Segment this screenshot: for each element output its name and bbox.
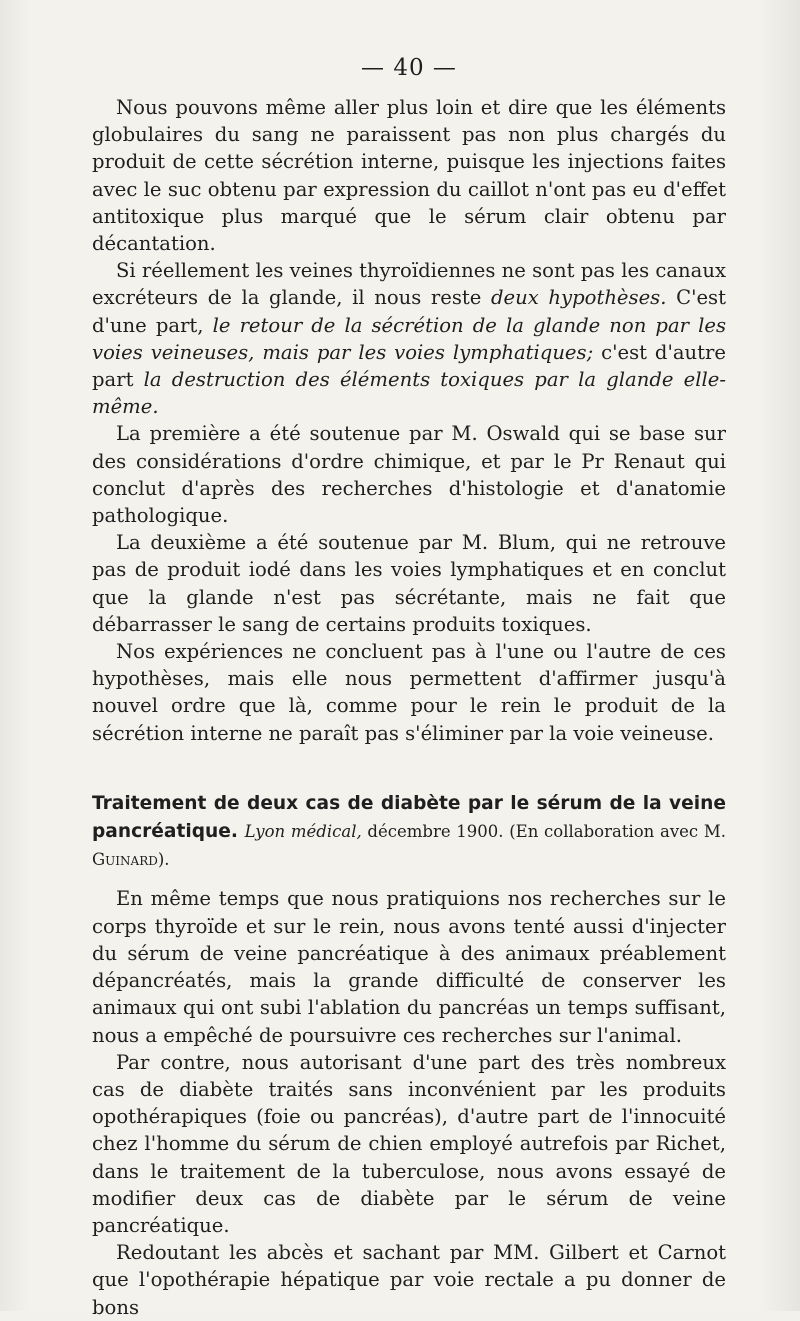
collaboration-note: (En collaboration avec M. — [503, 822, 726, 842]
body-text-bottom — [92, 885, 726, 1320]
paragraph: Par contre, nous autorisant d'une part des très nombreux cas de diabète traités sans inconvénient par les produits opothérapiques (foie ou pancréas), d'autre part de l'innocuité chez l'homme du sérum de chien employé autrefois par Richet, dans le traitement de la tuberculose, nous avons essayé de modifier deux cas de diabète par le sérum de veine pancréatique. — [92, 1050, 726, 1237]
paragraph: Redoutant les abcès et sachant par MM. Gilbert et Carnot que l'opothérapie hépatique par voie rectale a pu donner de bons — [92, 1241, 726, 1319]
emphasis-run: la destruction des éléments toxiques par la glande elle-même. — [92, 368, 726, 419]
collaboration-end: ). — [157, 850, 170, 870]
emphasis-run: le retour de la sécrétion de la glande non par les voies veineuses, mais par les voies lymphatiques; — [92, 313, 726, 364]
emphasis-run: deux hypothèses. — [491, 286, 667, 310]
section-title: Traitement de deux cas de diabète par le sérum de la veine pancréatique. — [92, 792, 726, 843]
body-text-top — [92, 94, 726, 747]
collaborator-name: Guinard — [92, 850, 158, 870]
paragraph-hypotheses — [92, 257, 726, 420]
paragraph: Nos expériences ne concluent pas à l'une ou l'autre de ces hypothèses, mais elle nous permettent d'affirmer jusqu'à nouvel ordre que là, comme pour le rein le produit de la sécrétion interne ne paraît pas s'éliminer par la voie veineuse. — [92, 640, 726, 745]
text-run: Si réellement les veines thyroïdiennes ne sont pas les canaux excréteurs de la glande, il nous reste — [92, 259, 726, 310]
paragraph: En même temps que nous pratiquions nos recherches sur le corps thyroïde et sur le rein, nous avons tenté aussi d'injecter du sérum de veine pancréatique à des animaux préablement dépancréatés, mais la grande difficulté de conserver les animaux qui ont subi l'ablation du pancréas un temps suffisant, nous a empêché de poursuivre ces recherches sur l'animal. — [92, 887, 726, 1047]
paragraph: La deuxième a été soutenue par M. Blum, qui ne retrouve pas de produit iodé dans les voies lymphatiques et en conclut que la glande n'est pas sécrétante, mais ne fait que débarrasser le sang de certains produits toxiques. — [92, 531, 726, 636]
page-number: — 40 — — [361, 55, 457, 81]
text-run: c'est d'autre part — [92, 340, 726, 392]
journal-name: Lyon médical, — [244, 822, 362, 842]
paragraph: La première a été soutenue par M. Oswald qui se base sur des considérations d'ordre chimique, et par le Pr Renaut qui conclut d'après des recherches d'histologie et d'anatomie pathologique. — [92, 422, 726, 528]
text-run: C'est d'une part, — [92, 286, 726, 337]
publication-date: décembre 1900. — [361, 822, 504, 842]
section-heading — [92, 789, 726, 874]
paragraph: Nous pouvons même aller plus loin et dire que les éléments globulaires du sang ne paraissent pas non plus chargés du produit de cette sécrétion interne, puisque les injections faites avec le suc obtenu par expression du caillot n'ont pas eu d'effet antitoxique plus marqué que le sérum clair obtenu par décantation. — [92, 96, 726, 256]
